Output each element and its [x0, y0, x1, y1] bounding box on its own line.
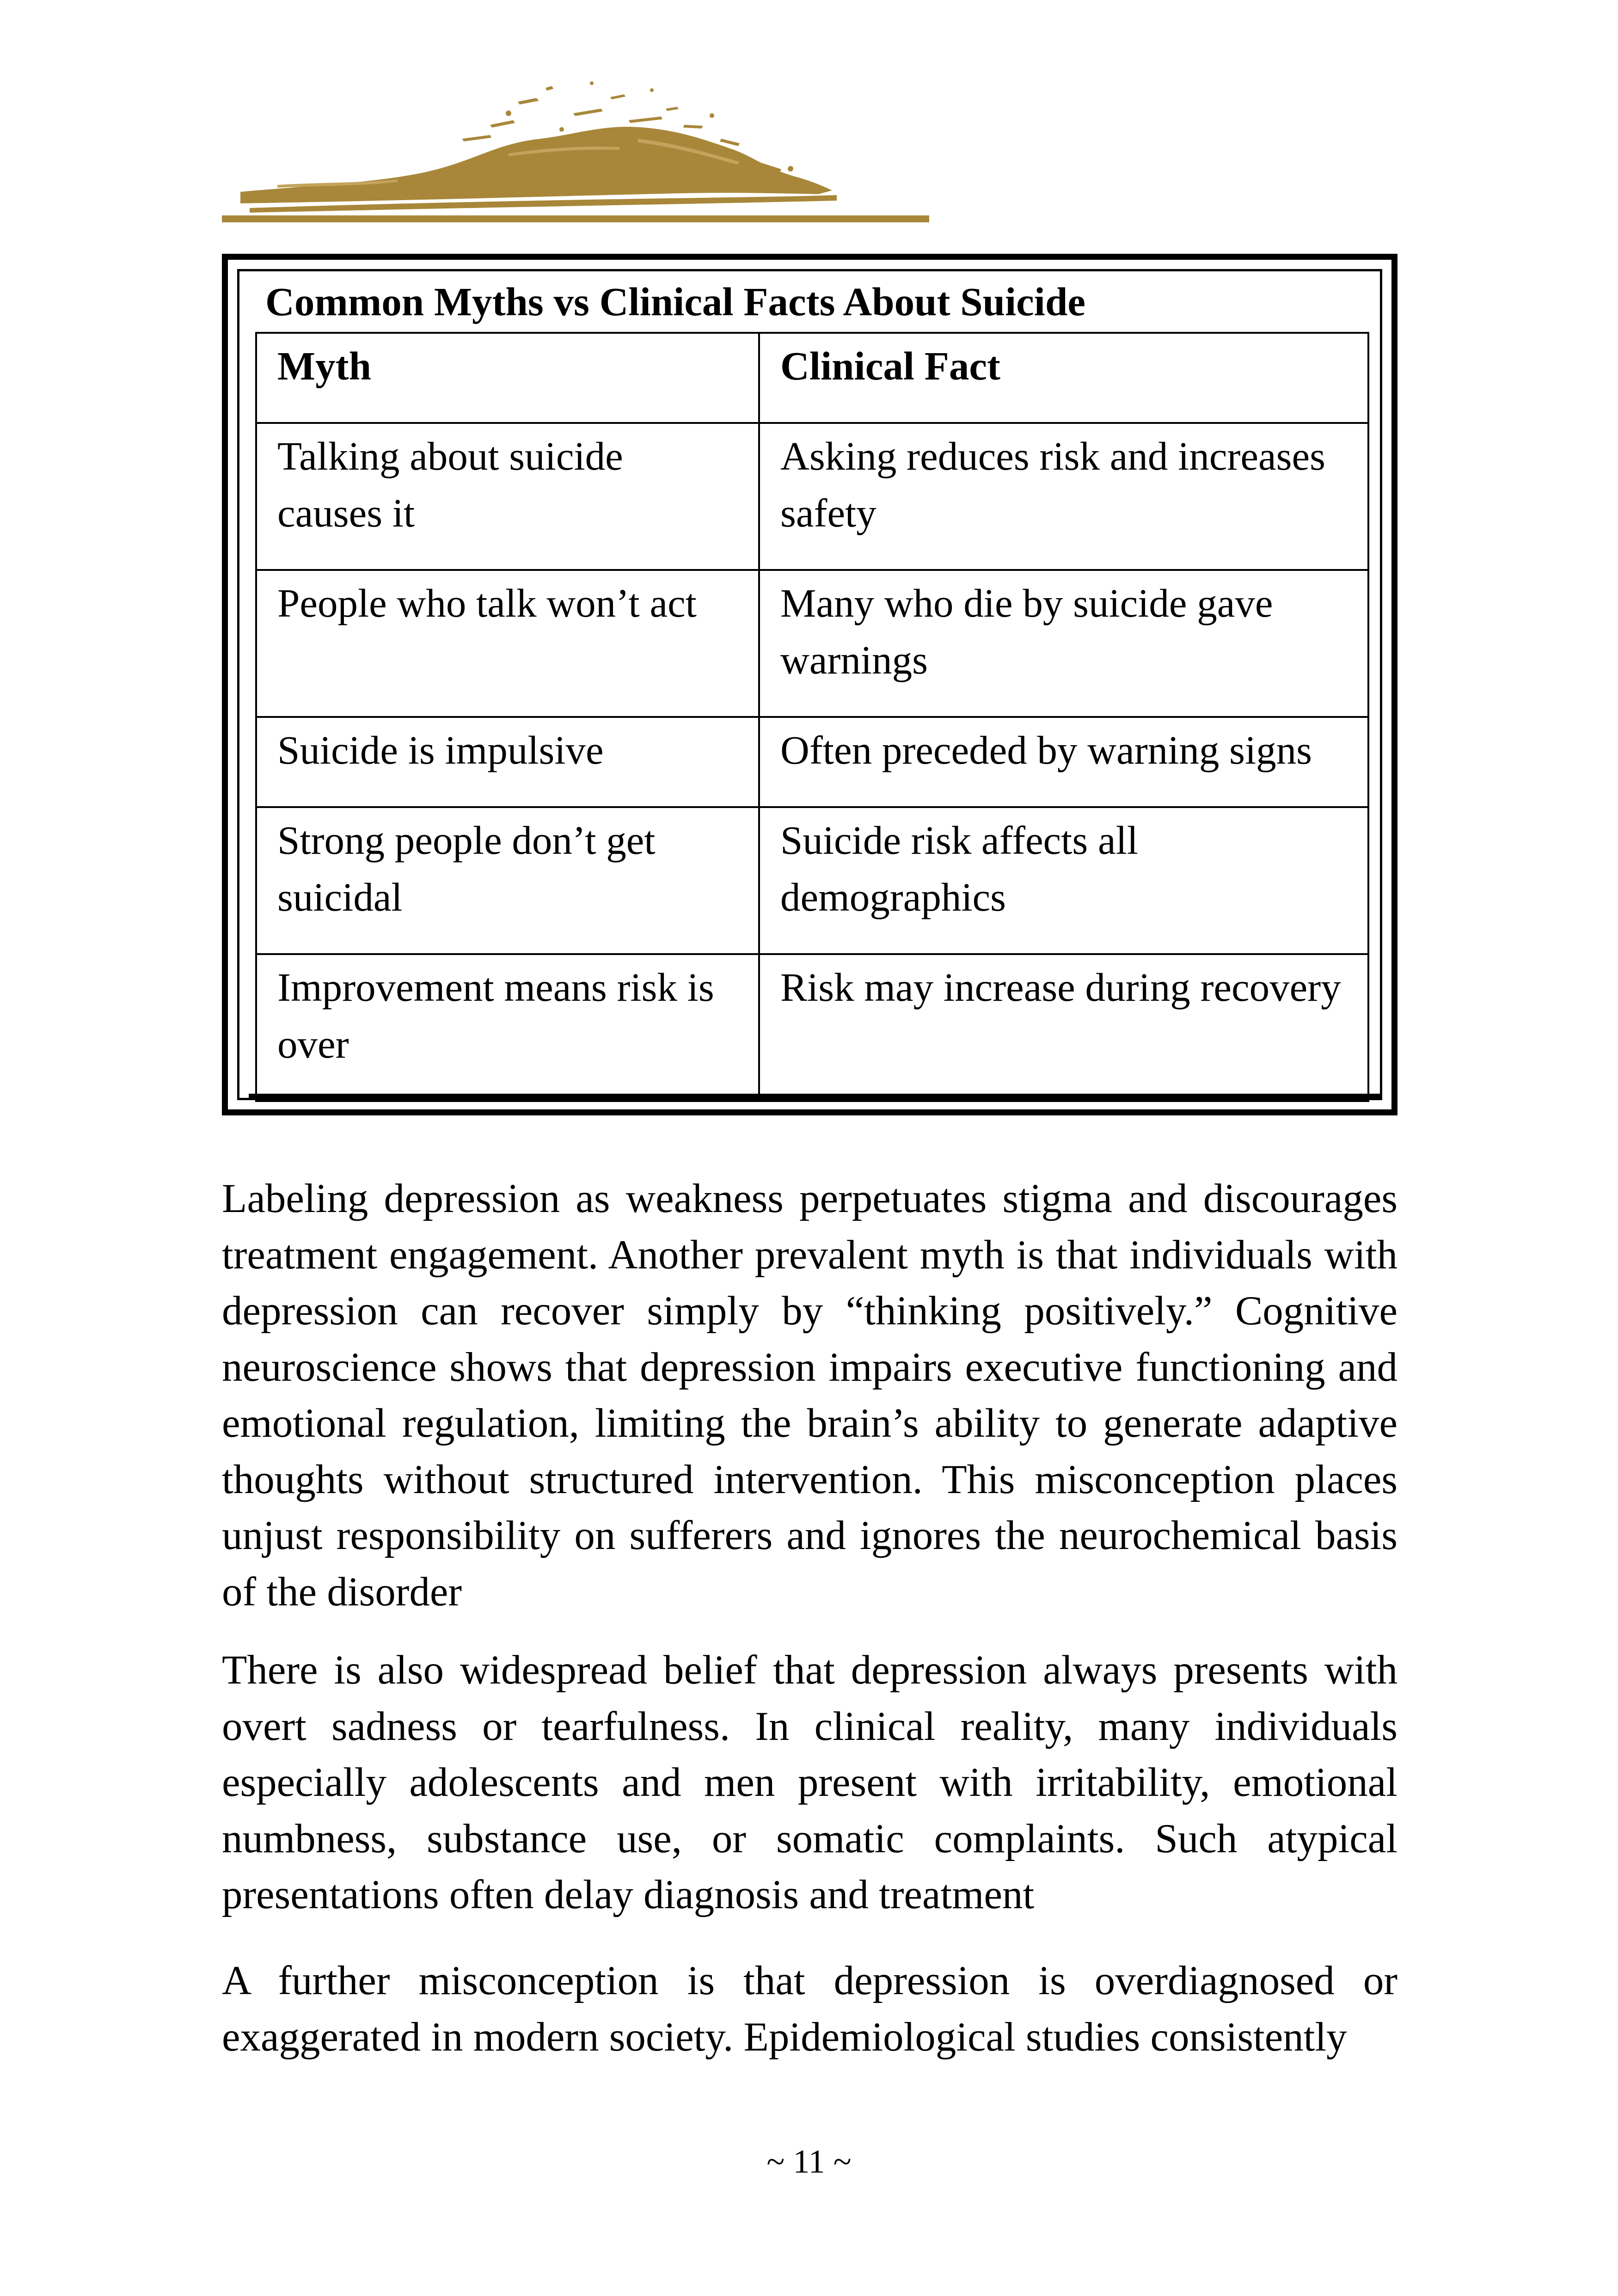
body-paragraph: There is also widespread belief that depression always presents with overt sadness or tearfulness. In clinical reality, many individuals especially adolescents and men present with irritability, emotional numbness, substance use, or somatic complaints. Such atypical presentations often delay diagnosis and treatment: [222, 1647, 1397, 1917]
table-caption: Common Myths vs Clinical Facts About Suicide: [265, 279, 1085, 324]
table-row: [256, 807, 1368, 954]
table-row: [256, 570, 1368, 717]
myth-cell: Talking about suicide causes it: [256, 423, 759, 570]
body-paragraph: Labeling depression as weakness perpetuates stigma and discourages treatment engagement. Another prevalent myth is that individuals with depression can recover simply by “thinking positively.” Cognitive neuroscience shows that depression impairs executive functioning and emotional regulation, limiting the brain’s ability to generate adaptive thoughts without structured intervention. This misconception places unjust responsibility on sufferers and ignores the neurochemical basis of the disorder: [222, 1176, 1397, 1615]
fact-cell: Suicide risk affects all demographics: [759, 807, 1368, 954]
column-header-clinical-fact: Clinical Fact: [759, 333, 1368, 423]
table-row: [256, 717, 1368, 807]
gold-brush-stroke-icon: [222, 69, 934, 236]
table-row: [256, 954, 1368, 1101]
fact-cell: Often preceded by warning signs: [759, 717, 1368, 807]
myth-cell: Improvement means risk is over: [256, 954, 759, 1101]
fact-cell: Many who die by suicide gave warnings: [759, 570, 1368, 717]
fact-cell: Asking reduces risk and increases safety: [759, 423, 1368, 570]
myth-cell: Suicide is impulsive: [256, 717, 759, 807]
body-paragraph: A further misconception is that depression is overdiagnosed or exaggerated in modern society. Epidemiological studies consistently: [222, 1958, 1397, 2060]
table-row: [256, 423, 1368, 570]
table-header-row: [256, 333, 1368, 423]
column-header-myth: Myth: [256, 333, 759, 423]
myths-facts-table: [255, 332, 1369, 1102]
fact-cell: Risk may increase during recovery: [759, 954, 1368, 1101]
myth-cell: People who talk won’t act: [256, 570, 759, 717]
myth-cell: Strong people don’t get suicidal: [256, 807, 759, 954]
page-number: ~ 11 ~: [766, 2143, 852, 2180]
